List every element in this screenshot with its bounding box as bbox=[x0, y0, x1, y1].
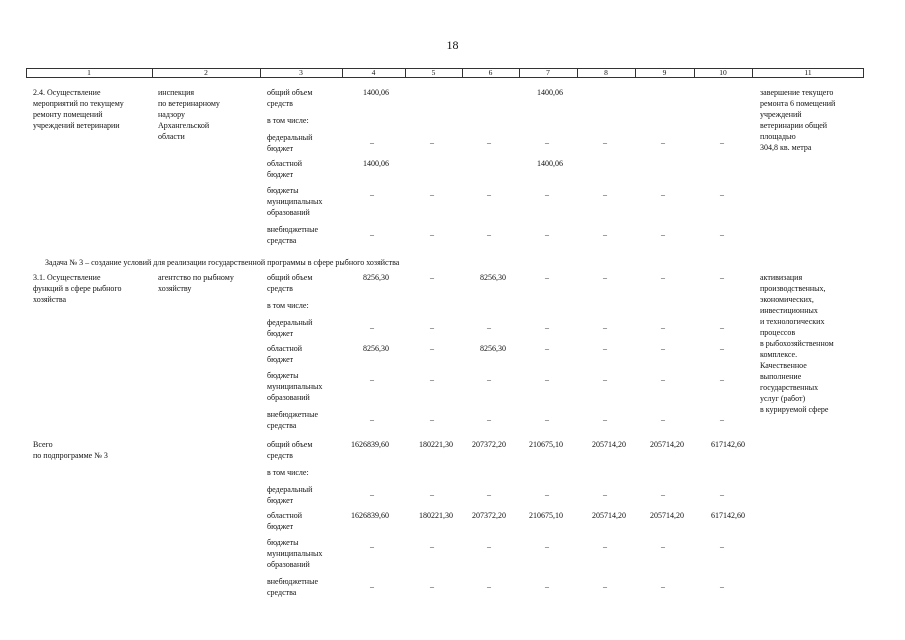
executor-name: инспекция bbox=[158, 88, 195, 97]
funding-source-label: областной bbox=[267, 511, 303, 520]
column-number: 4 bbox=[371, 68, 376, 77]
dash-cell: – bbox=[370, 230, 374, 239]
value-cell: 1400,06 bbox=[363, 88, 389, 97]
funding-source-label: средств bbox=[267, 99, 293, 108]
dash-cell: – bbox=[487, 490, 491, 499]
value-cell: 207372,20 bbox=[472, 511, 506, 520]
dash-cell: – bbox=[603, 273, 607, 282]
funding-source-label: федеральный bbox=[267, 485, 313, 494]
value-cell: 210675,10 bbox=[529, 440, 563, 449]
dash-cell: – bbox=[661, 323, 665, 332]
expected-result: 304,8 кв. метра bbox=[760, 143, 812, 152]
column-number: 1 bbox=[87, 68, 91, 77]
dash-cell: – bbox=[661, 344, 665, 353]
dash-cell: – bbox=[720, 138, 724, 147]
column-number: 3 bbox=[299, 68, 303, 77]
item-title: по подпрограмме № 3 bbox=[33, 451, 108, 460]
value-cell: 617142,60 bbox=[711, 440, 745, 449]
item-title: 3.1. Осуществление bbox=[33, 273, 101, 282]
funding-source-label: образований bbox=[267, 208, 310, 217]
expected-result: Качественное bbox=[760, 361, 807, 370]
task-heading: Задача № 3 – создание условий для реализации государственной программы в сфере рыбного хозяйства bbox=[45, 258, 400, 267]
expected-result: услуг (работ) bbox=[760, 394, 806, 403]
dash-cell: – bbox=[370, 323, 374, 332]
expected-result: процессов bbox=[760, 328, 796, 337]
dash-cell: – bbox=[430, 344, 434, 353]
item-title: 2.4. Осуществление bbox=[33, 88, 101, 97]
dash-cell: – bbox=[370, 490, 374, 499]
dash-cell: – bbox=[430, 375, 434, 384]
item-title: функций в сфере рыбного bbox=[33, 284, 122, 293]
dash-cell: – bbox=[370, 415, 374, 424]
dash-cell: – bbox=[487, 542, 491, 551]
funding-source-label: муниципальных bbox=[267, 382, 323, 391]
dash-cell: – bbox=[661, 542, 665, 551]
column-number: 5 bbox=[431, 68, 436, 77]
dash-cell: – bbox=[603, 375, 607, 384]
dash-cell: – bbox=[487, 323, 491, 332]
page-number: 18 bbox=[446, 38, 459, 52]
column-number: 2 bbox=[204, 68, 208, 77]
funding-source-label: внебюджетные bbox=[267, 577, 318, 586]
column-number: 10 bbox=[719, 68, 727, 77]
funding-source-label: средств bbox=[267, 451, 293, 460]
dash-cell: – bbox=[430, 415, 434, 424]
funding-source-label: областной bbox=[267, 344, 303, 353]
dash-cell: – bbox=[720, 582, 724, 591]
executor-name: агентство по рыбному bbox=[158, 273, 234, 282]
dash-cell: – bbox=[720, 323, 724, 332]
dash-cell: – bbox=[545, 490, 549, 499]
dash-cell: – bbox=[487, 415, 491, 424]
executor-name: по ветеринарному bbox=[158, 99, 220, 108]
value-cell: 205714,20 bbox=[592, 440, 626, 449]
dash-cell: – bbox=[603, 190, 607, 199]
dash-cell: – bbox=[720, 190, 724, 199]
expected-result: государственных bbox=[760, 383, 819, 392]
expected-result: ветеринарии общей bbox=[760, 121, 828, 130]
funding-source-label: в том числе: bbox=[267, 116, 309, 125]
dash-cell: – bbox=[430, 582, 434, 591]
expected-result: производственных, bbox=[760, 284, 826, 293]
funding-source-label: бюджеты bbox=[267, 538, 299, 547]
dash-cell: – bbox=[545, 375, 549, 384]
value-cell: 205714,20 bbox=[650, 440, 684, 449]
dash-cell: – bbox=[545, 190, 549, 199]
value-cell: 210675,10 bbox=[529, 511, 563, 520]
column-number: 8 bbox=[604, 68, 608, 77]
executor-name: области bbox=[158, 132, 185, 141]
expected-result: в курируемой сфере bbox=[760, 405, 829, 414]
dash-cell: – bbox=[545, 582, 549, 591]
dash-cell: – bbox=[661, 582, 665, 591]
expected-result: и технологических bbox=[760, 317, 825, 326]
dash-cell: – bbox=[545, 323, 549, 332]
expected-result: инвестиционных bbox=[760, 306, 818, 315]
value-cell: 1400,06 bbox=[537, 159, 563, 168]
funding-source-label: внебюджетные bbox=[267, 410, 318, 419]
funding-source-label: средства bbox=[267, 421, 297, 430]
executor-name: надзору bbox=[158, 110, 186, 119]
dash-cell: – bbox=[370, 138, 374, 147]
item-title: ремонту помещений bbox=[33, 110, 103, 119]
funding-source-label: образований bbox=[267, 560, 310, 569]
dash-cell: – bbox=[603, 323, 607, 332]
dash-cell: – bbox=[661, 273, 665, 282]
expected-result: активизация bbox=[760, 273, 803, 282]
expected-result: учреждений bbox=[760, 110, 802, 119]
expected-result: комплексе. bbox=[760, 350, 798, 359]
funding-source-label: муниципальных bbox=[267, 197, 323, 206]
dash-cell: – bbox=[720, 344, 724, 353]
column-number: 11 bbox=[804, 68, 812, 77]
funding-source-label: средства bbox=[267, 236, 297, 245]
value-cell: 8256,30 bbox=[363, 273, 389, 282]
value-cell: 180221,30 bbox=[419, 511, 453, 520]
funding-source-label: общий объем bbox=[267, 88, 313, 97]
funding-source-label: бюджет bbox=[267, 355, 294, 364]
funding-source-label: внебюджетные bbox=[267, 225, 318, 234]
funding-source-label: федеральный bbox=[267, 318, 313, 327]
dash-cell: – bbox=[545, 273, 549, 282]
value-cell: 1626839,60 bbox=[351, 511, 389, 520]
funding-source-label: бюджет bbox=[267, 144, 294, 153]
dash-cell: – bbox=[661, 190, 665, 199]
value-cell: 8256,30 bbox=[480, 344, 506, 353]
expected-result: площадью bbox=[760, 132, 796, 141]
column-number: 9 bbox=[662, 68, 667, 77]
value-cell: 8256,30 bbox=[363, 344, 389, 353]
dash-cell: – bbox=[430, 273, 434, 282]
dash-cell: – bbox=[487, 230, 491, 239]
dash-cell: – bbox=[487, 190, 491, 199]
funding-source-label: федеральный bbox=[267, 133, 313, 142]
item-title: учреждений ветеринарии bbox=[33, 121, 120, 130]
value-cell: 205714,20 bbox=[650, 511, 684, 520]
dash-cell: – bbox=[661, 230, 665, 239]
dash-cell: – bbox=[487, 375, 491, 384]
dash-cell: – bbox=[370, 542, 374, 551]
dash-cell: – bbox=[661, 138, 665, 147]
expected-result: ремонта 6 помещений bbox=[760, 99, 836, 108]
funding-source-label: средства bbox=[267, 588, 297, 597]
dash-cell: – bbox=[603, 138, 607, 147]
dash-cell: – bbox=[661, 490, 665, 499]
dash-cell: – bbox=[545, 138, 549, 147]
dash-cell: – bbox=[603, 542, 607, 551]
expected-result: завершение текущего bbox=[760, 88, 834, 97]
funding-source-label: в том числе: bbox=[267, 301, 309, 310]
dash-cell: – bbox=[545, 542, 549, 551]
item-title: хозяйства bbox=[33, 295, 67, 304]
value-cell: 1626839,60 bbox=[351, 440, 389, 449]
dash-cell: – bbox=[661, 415, 665, 424]
expected-result: выполнение bbox=[760, 372, 802, 381]
funding-source-label: бюджет bbox=[267, 496, 294, 505]
dash-cell: – bbox=[430, 490, 434, 499]
funding-source-label: общий объем bbox=[267, 440, 313, 449]
column-number: 6 bbox=[488, 68, 493, 77]
column-number: 7 bbox=[546, 68, 550, 77]
dash-cell: – bbox=[370, 375, 374, 384]
dash-cell: – bbox=[430, 323, 434, 332]
dash-cell: – bbox=[603, 582, 607, 591]
dash-cell: – bbox=[603, 415, 607, 424]
funding-source-label: бюджеты bbox=[267, 371, 299, 380]
value-cell: 180221,30 bbox=[419, 440, 453, 449]
funding-source-label: общий объем bbox=[267, 273, 313, 282]
funding-source-label: бюджеты bbox=[267, 186, 299, 195]
funding-source-label: средств bbox=[267, 284, 293, 293]
item-title: Всего bbox=[33, 440, 53, 449]
funding-source-label: образований bbox=[267, 393, 310, 402]
dash-cell: – bbox=[430, 190, 434, 199]
dash-cell: – bbox=[720, 542, 724, 551]
dash-cell: – bbox=[603, 490, 607, 499]
funding-source-label: бюджет bbox=[267, 170, 294, 179]
executor-name: хозяйству bbox=[158, 284, 192, 293]
executor-name: Архангельской bbox=[158, 121, 210, 130]
funding-source-label: муниципальных bbox=[267, 549, 323, 558]
value-cell: 617142,60 bbox=[711, 511, 745, 520]
dash-cell: – bbox=[487, 582, 491, 591]
dash-cell: – bbox=[545, 415, 549, 424]
value-cell: 205714,20 bbox=[592, 511, 626, 520]
dash-cell: – bbox=[603, 230, 607, 239]
dash-cell: – bbox=[720, 273, 724, 282]
value-cell: 1400,06 bbox=[363, 159, 389, 168]
dash-cell: – bbox=[430, 230, 434, 239]
dash-cell: – bbox=[720, 415, 724, 424]
value-cell: 207372,20 bbox=[472, 440, 506, 449]
funding-source-label: бюджет bbox=[267, 329, 294, 338]
value-cell: 1400,06 bbox=[537, 88, 563, 97]
funding-source-label: областной bbox=[267, 159, 303, 168]
dash-cell: – bbox=[720, 375, 724, 384]
dash-cell: – bbox=[603, 344, 607, 353]
dash-cell: – bbox=[370, 190, 374, 199]
dash-cell: – bbox=[545, 230, 549, 239]
expected-result: в рыбохозяйственном bbox=[760, 339, 834, 348]
item-title: мероприятий по текущему bbox=[33, 99, 124, 108]
funding-source-label: бюджет bbox=[267, 522, 294, 531]
dash-cell: – bbox=[487, 138, 491, 147]
dash-cell: – bbox=[720, 490, 724, 499]
funding-source-label: в том числе: bbox=[267, 468, 309, 477]
expected-result: экономических, bbox=[760, 295, 814, 304]
dash-cell: – bbox=[661, 375, 665, 384]
value-cell: 8256,30 bbox=[480, 273, 506, 282]
dash-cell: – bbox=[720, 230, 724, 239]
dash-cell: – bbox=[430, 542, 434, 551]
dash-cell: – bbox=[545, 344, 549, 353]
dash-cell: – bbox=[370, 582, 374, 591]
dash-cell: – bbox=[430, 138, 434, 147]
